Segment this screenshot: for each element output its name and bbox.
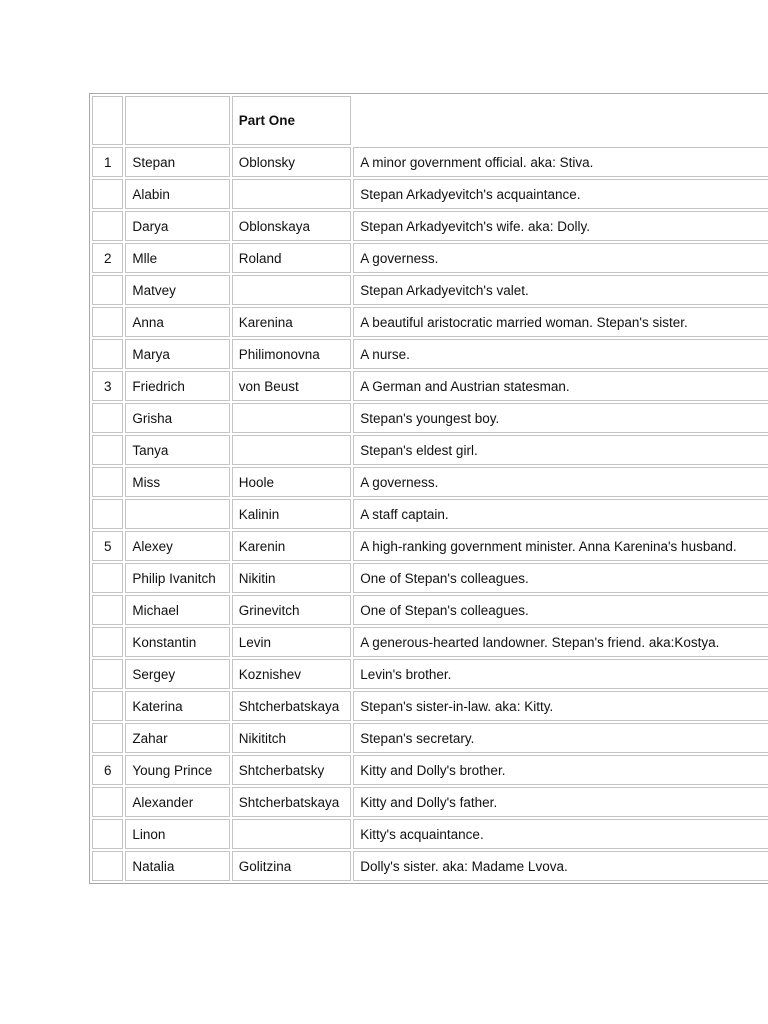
character-table: [89, 93, 768, 884]
description-cell: Stepan Arkadyevitch's valet.: [353, 275, 768, 305]
row-number-cell: 5: [92, 531, 123, 561]
first-name-cell: Matvey: [125, 275, 229, 305]
first-name-cell: Miss: [125, 467, 229, 497]
description-cell: Kitty's acquaintance.: [353, 819, 768, 849]
last-name-cell: [232, 275, 352, 305]
table-row: [92, 435, 768, 465]
first-name-cell: Darya: [125, 211, 229, 241]
table-row: [92, 819, 768, 849]
first-name-cell: Linon: [125, 819, 229, 849]
first-name-cell: Alabin: [125, 179, 229, 209]
table-row: [92, 691, 768, 721]
table-row: [92, 499, 768, 529]
header-first-name-cell: [125, 96, 229, 145]
first-name-cell: Sergey: [125, 659, 229, 689]
table-header-row: [92, 96, 768, 145]
table-row: [92, 467, 768, 497]
table-row: [92, 147, 768, 177]
description-cell: A high-ranking government minister. Anna Karenina's husband.: [353, 531, 768, 561]
first-name-cell: Grisha: [125, 403, 229, 433]
row-number-cell: [92, 339, 123, 369]
first-name-cell: Michael: [125, 595, 229, 625]
row-number-cell: [92, 179, 123, 209]
table-row: [92, 595, 768, 625]
description-cell: Stepan's eldest girl.: [353, 435, 768, 465]
last-name-cell: Roland: [232, 243, 352, 273]
description-cell: A governess.: [353, 467, 768, 497]
description-cell: A minor government official. aka: Stiva.: [353, 147, 768, 177]
table-row: [92, 371, 768, 401]
last-name-cell: Kalinin: [232, 499, 352, 529]
table-row: [92, 755, 768, 785]
table-row: [92, 307, 768, 337]
description-cell: A governess.: [353, 243, 768, 273]
row-number-cell: [92, 595, 123, 625]
last-name-cell: [232, 403, 352, 433]
description-cell: Kitty and Dolly's brother.: [353, 755, 768, 785]
row-number-cell: [92, 787, 123, 817]
row-number-cell: [92, 275, 123, 305]
description-cell: Dolly's sister. aka: Madame Lvova.: [353, 851, 768, 881]
row-number-cell: [92, 499, 123, 529]
first-name-cell: Alexey: [125, 531, 229, 561]
last-name-cell: Oblonskaya: [232, 211, 352, 241]
first-name-cell: Katerina: [125, 691, 229, 721]
row-number-cell: [92, 851, 123, 881]
last-name-cell: Shtcherbatskaya: [232, 787, 352, 817]
last-name-cell: Levin: [232, 627, 352, 657]
first-name-cell: Philip Ivanitch: [125, 563, 229, 593]
table-row: [92, 531, 768, 561]
description-cell: A beautiful aristocratic married woman. Stepan's sister.: [353, 307, 768, 337]
first-name-cell: Marya: [125, 339, 229, 369]
table-row: [92, 627, 768, 657]
table-row: [92, 403, 768, 433]
row-number-cell: 3: [92, 371, 123, 401]
header-number-cell: [92, 96, 123, 145]
last-name-cell: Hoole: [232, 467, 352, 497]
table-row: [92, 659, 768, 689]
last-name-cell: [232, 179, 352, 209]
description-cell: A nurse.: [353, 339, 768, 369]
row-number-cell: [92, 211, 123, 241]
description-cell: Stepan's youngest boy.: [353, 403, 768, 433]
last-name-cell: von Beust: [232, 371, 352, 401]
description-cell: Stepan Arkadyevitch's acquaintance.: [353, 179, 768, 209]
table-row: [92, 787, 768, 817]
first-name-cell: Natalia: [125, 851, 229, 881]
table-row: [92, 179, 768, 209]
last-name-cell: Shtcherbatsky: [232, 755, 352, 785]
first-name-cell: Konstantin: [125, 627, 229, 657]
last-name-cell: Karenina: [232, 307, 352, 337]
last-name-cell: Golitzina: [232, 851, 352, 881]
description-cell: Levin's brother.: [353, 659, 768, 689]
description-cell: Stepan Arkadyevitch's wife. aka: Dolly.: [353, 211, 768, 241]
description-cell: A staff captain.: [353, 499, 768, 529]
first-name-cell: Young Prince: [125, 755, 229, 785]
row-number-cell: [92, 563, 123, 593]
header-description-cell: [353, 96, 768, 145]
last-name-cell: Koznishev: [232, 659, 352, 689]
last-name-cell: Shtcherbatskaya: [232, 691, 352, 721]
table-row: [92, 723, 768, 753]
first-name-cell: Mlle: [125, 243, 229, 273]
part-title: Part One: [232, 96, 352, 145]
character-table-container: [89, 93, 768, 884]
first-name-cell: Alexander: [125, 787, 229, 817]
row-number-cell: [92, 691, 123, 721]
last-name-cell: Philimonovna: [232, 339, 352, 369]
description-cell: A generous-hearted landowner. Stepan's friend. aka:Kostya.: [353, 627, 768, 657]
description-cell: Kitty and Dolly's father.: [353, 787, 768, 817]
table-row: [92, 275, 768, 305]
row-number-cell: [92, 659, 123, 689]
first-name-cell: Tanya: [125, 435, 229, 465]
table-row: [92, 243, 768, 273]
description-cell: One of Stepan's colleagues.: [353, 563, 768, 593]
description-cell: Stepan's sister-in-law. aka: Kitty.: [353, 691, 768, 721]
table-row: [92, 211, 768, 241]
row-number-cell: [92, 723, 123, 753]
table-row: [92, 563, 768, 593]
table-row: [92, 851, 768, 881]
last-name-cell: [232, 435, 352, 465]
row-number-cell: 6: [92, 755, 123, 785]
row-number-cell: 2: [92, 243, 123, 273]
row-number-cell: 1: [92, 147, 123, 177]
last-name-cell: Grinevitch: [232, 595, 352, 625]
first-name-cell: Stepan: [125, 147, 229, 177]
description-cell: One of Stepan's colleagues.: [353, 595, 768, 625]
row-number-cell: [92, 467, 123, 497]
row-number-cell: [92, 819, 123, 849]
row-number-cell: [92, 403, 123, 433]
first-name-cell: Zahar: [125, 723, 229, 753]
first-name-cell: Friedrich: [125, 371, 229, 401]
character-table-body: [92, 96, 768, 881]
last-name-cell: Karenin: [232, 531, 352, 561]
last-name-cell: Oblonsky: [232, 147, 352, 177]
last-name-cell: Nikititch: [232, 723, 352, 753]
row-number-cell: [92, 627, 123, 657]
description-cell: Stepan's secretary.: [353, 723, 768, 753]
description-cell: A German and Austrian statesman.: [353, 371, 768, 401]
table-row: [92, 339, 768, 369]
first-name-cell: [125, 499, 229, 529]
row-number-cell: [92, 435, 123, 465]
first-name-cell: Anna: [125, 307, 229, 337]
row-number-cell: [92, 307, 123, 337]
last-name-cell: Nikitin: [232, 563, 352, 593]
last-name-cell: [232, 819, 352, 849]
